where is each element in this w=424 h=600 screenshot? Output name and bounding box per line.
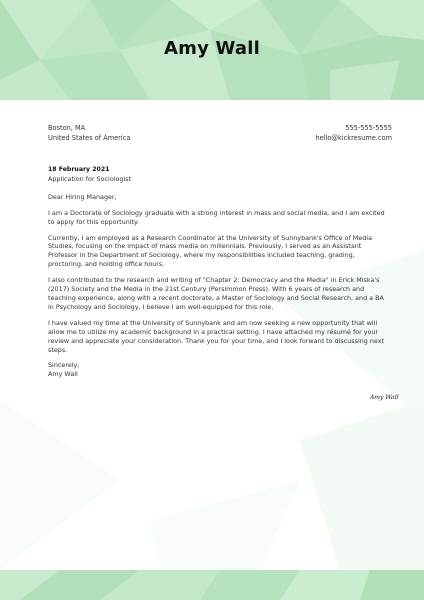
- paragraph-1: I am a Doctorate of Sociology graduate with a strong interest in mass and social media, and I am excited to apply for this opportunity.: [48, 208, 385, 226]
- handwritten-signature: Amy Wall: [369, 394, 399, 401]
- signer-name: Amy Wall: [48, 370, 78, 379]
- paragraph-4: I have valued my time at the University of Sunnybank and am now seeking a new opportunity that will allow me to utilize my academic background in a practical setting. I have attached my résumé for your review and appreciate your consideration. Thank you for your time, and I look forward to discussing next steps.: [48, 318, 385, 354]
- signoff: [48, 361, 388, 379]
- letter-date: 18 February 2021: [48, 166, 110, 173]
- letter-subject: Application for Sociologist: [48, 174, 132, 183]
- letter-body: [48, 166, 388, 379]
- greeting: Dear Hiring Manager,: [48, 192, 117, 201]
- country: United States of America: [48, 133, 131, 142]
- footer-background-pattern: [0, 570, 424, 600]
- header-banner: [0, 0, 424, 100]
- closing: Sincerely,: [48, 361, 80, 370]
- email[interactable]: hello@kickresume.com: [315, 133, 392, 142]
- paragraph-2: Currently, I am employed as a Research Coordinator at the University of Sunnybank's Office of Media Studies, focusing on the impact of mass media on millennials. Previously, I served as an Assistant Professor in the Department of Sociology, where my responsibilities included teaching, grading, proctoring, and holding office hours.: [48, 233, 372, 269]
- city: Boston, MA: [48, 124, 86, 132]
- contact-block: [315, 124, 392, 143]
- paragraph-3: I also contributed to the research and writing of "Chapter 2: Democracy and the Media" in Erick Miska's (2017) Society and the Media in the 21st Century (Persimmon Press). With 6 years of research and teaching experience, along with a recent doctorate, a Master of Sociology and Social Research, and a BA in Psychology and Sociology, I believe I am well-equipped for this role.: [48, 276, 384, 311]
- applicant-name: Amy Wall: [164, 38, 260, 59]
- footer-band: [0, 570, 424, 600]
- address-block: [48, 124, 130, 143]
- phone[interactable]: 555-555-5555: [345, 124, 392, 132]
